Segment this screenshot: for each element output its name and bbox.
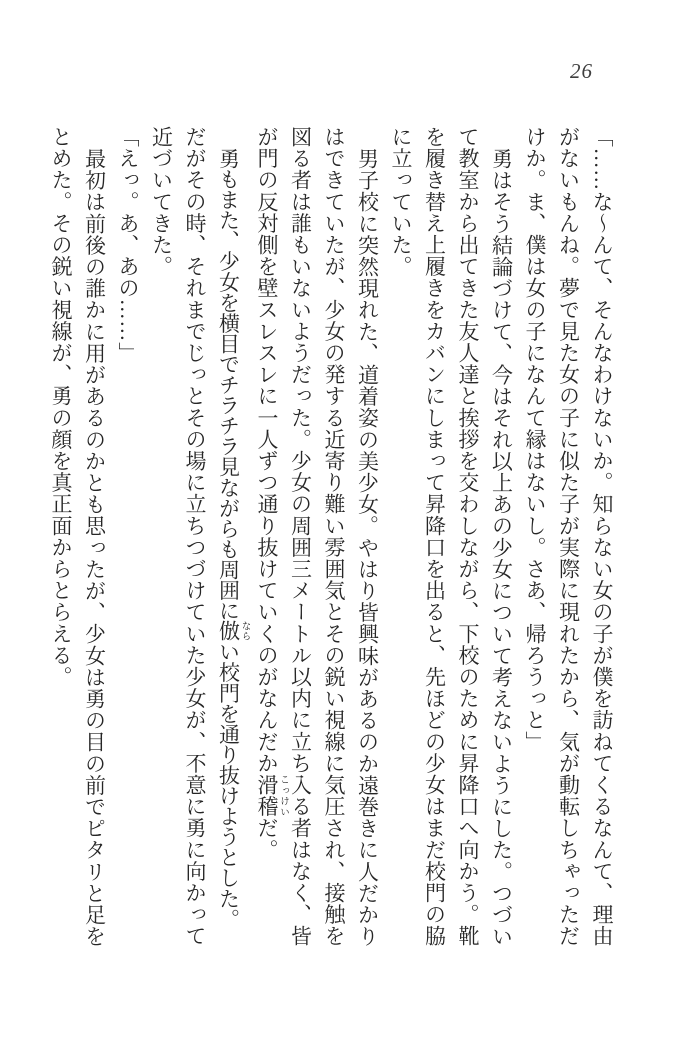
paragraph: 「……な〜んて、そんなわけないか。知らない女の子が僕を訪ねてくるなんて、理由がないもんね。夢で見た女の子に似た子が実際に現れたから、気が動転しちゃっただけか。ま、僕は女の子になんて縁はないし。さあ、帰ろうっと」 <box>523 126 614 947</box>
furigana: なら <box>239 620 250 641</box>
paragraph: 勇もまた、少女を横目でチラチラ見ながらも周囲に倣 ならい校門を通り抜けようとした。 <box>216 147 250 929</box>
paragraph: 男子校に突然現れた、道着姿の美少女。やはり皆興味があるのか遠巻きに人だかりはできていたが、少女の発する近寄り難い雰囲気とその鋭い視線に気圧され、接触を図る者は誰もいないようだった。少女の周囲三メートル以内に立ち入る者はなく、皆が門の反対側を壁スレスレに一人ずつ通り抜けていくのがなんだか滑稽 こっけいだ。 <box>255 126 380 947</box>
vertical-text-block <box>44 126 619 948</box>
paragraph: だがその時、それまでじっとその場に立ちつづけていた少女が、不意に勇に向かって近づいてきた。 <box>149 126 207 947</box>
paragraph: 最初は前後の誰かに用があるのかとも思ったが、少女は勇の目の前でピタリと足をとめた。その鋭い視線が、勇の顔を真正面からとらえる。 <box>49 126 107 947</box>
furigana: こっけい <box>278 774 288 818</box>
ruby-annotated-word: 倣 なら <box>216 620 250 641</box>
paragraph: 勇はそう結論づけて、今はそれ以上あの少女について考えないようにした。つづいて教室から出てきた友人達と挨拶を交わしながら、下校のために昇降口へ向かう。靴を履き替え上履きをカバンにしまって昇降口を出ると、先ほどの少女はまだ校門の脇に立っていた。 <box>389 126 514 947</box>
page-number: 26 <box>570 59 593 83</box>
ruby-annotated-word: 滑稽 こっけい <box>255 774 288 818</box>
paragraph: 「えっ。あ、あの……」 <box>116 126 140 364</box>
